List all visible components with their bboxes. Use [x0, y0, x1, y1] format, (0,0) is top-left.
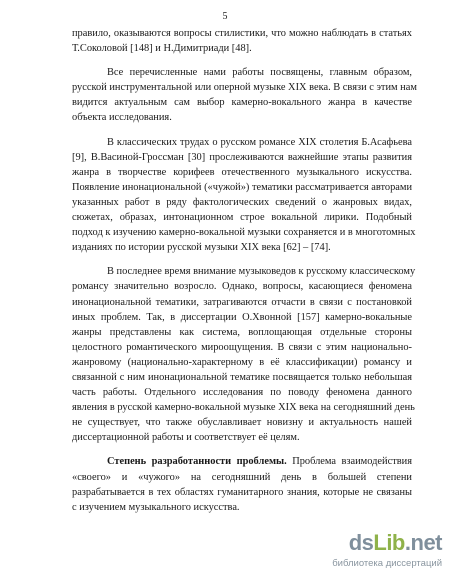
text-line: правило, оказываются вопросы стилистики, что можно наблюдать в статьях [72, 28, 412, 39]
text-line: Т.Соколовой [148] и Н.Димитриади [48]. [72, 43, 252, 55]
text-line: В последнее время внимание музыковедов к русскому классическому [107, 266, 416, 278]
text-line: связанной с ним инонациональной тематике посвящается только небольшая [72, 371, 412, 383]
text-line: с изучением музыкального искусства. [72, 501, 240, 513]
text-line: указанных работ в ряду фактологических сведений о жанровых видах, [72, 196, 412, 208]
watermark-subtitle: библиотека диссертаций [332, 558, 442, 569]
section-heading: Степень разработанности проблемы. [107, 456, 287, 468]
text-line: Все перечисленные нами работы посвящены, главным образом, [107, 67, 412, 79]
dslib-logo [349, 530, 442, 556]
text-line: «своего» и «чужого» на сегодняшний день в большей степени [72, 471, 412, 483]
text-line: объекта исследования. [72, 112, 172, 124]
text-line: явления в русской камерно-вокальной музыке XIX века на сегодняшний день [72, 402, 415, 414]
paragraph-3 [72, 264, 416, 445]
dslib-watermark [314, 530, 442, 574]
text-line: Появление инонациональной («чужой») тематики рассматривается авторами [72, 181, 413, 193]
text-line: часть работы. Отдельного исследования по поводу феномена данного [72, 387, 412, 399]
text-line: романсу значительно возросло. Однако, вопросы, касающиеся феномена [72, 281, 412, 293]
text-line: [9], В.Васиной-Гроссман [30] прослеживаются важнейшие этапы развития [72, 151, 412, 163]
text-line: изданиях по истории русской музыки XIX века [62] – [74]. [72, 242, 331, 254]
text-line: жанра в творчестве корифеев отечественного музыкального искусства. [72, 166, 412, 178]
page-body [72, 26, 417, 515]
text-line: диссертационной работы и соответствует её целям. [72, 432, 300, 444]
paragraph-1 [72, 65, 417, 125]
text-line: жанры представлены как система, воплощающая отдельные стороны [72, 326, 412, 338]
text-line: В классических трудах о русском романсе XIX столетия Б.Асафьева [107, 136, 412, 148]
text-line: иных проблем. Так, в диссертации О.Хвонной [157] камерно-вокальные [72, 311, 412, 323]
logo-lib: Lib [373, 530, 405, 555]
page-number: 5 [222, 11, 228, 22]
paragraph-0 [72, 26, 412, 56]
logo-net: net [410, 530, 442, 555]
text-line: подход к изучению камерно-вокальной музыки сохраняется и в многотомных [72, 227, 416, 239]
text-run: Проблема взаимодействия [292, 456, 412, 468]
text-line: не существует, что также обуславливает новизну и актуальность нашей [72, 417, 412, 429]
text-line: разрабатывается в тех областях гуманитарного знания, которые не связаны [72, 486, 412, 498]
text-line: сюжетах, образах, интонационном строе вокальной лирики. Подобный [72, 212, 412, 224]
text-line [72, 454, 412, 469]
text-line: инонациональной тематики, затрагиваются отчасти в связи с постановкой [72, 296, 412, 308]
paragraph-2 [72, 135, 416, 256]
logo-dot: . [404, 530, 411, 555]
text-line: видится актуальным сам выбор камерно-вокального жанра в качестве [72, 97, 412, 109]
logo-ds: ds [348, 530, 374, 555]
paragraph-4 [72, 454, 412, 514]
text-line: русской инструментальной или оперной музыке XIX века. В связи с этим нам [72, 82, 417, 94]
text-line: жанровому (национально-характерному в её классификации) романсу и [72, 356, 412, 368]
text-line: целостного романтического мироощущения. В связи с этим национально- [72, 341, 412, 353]
